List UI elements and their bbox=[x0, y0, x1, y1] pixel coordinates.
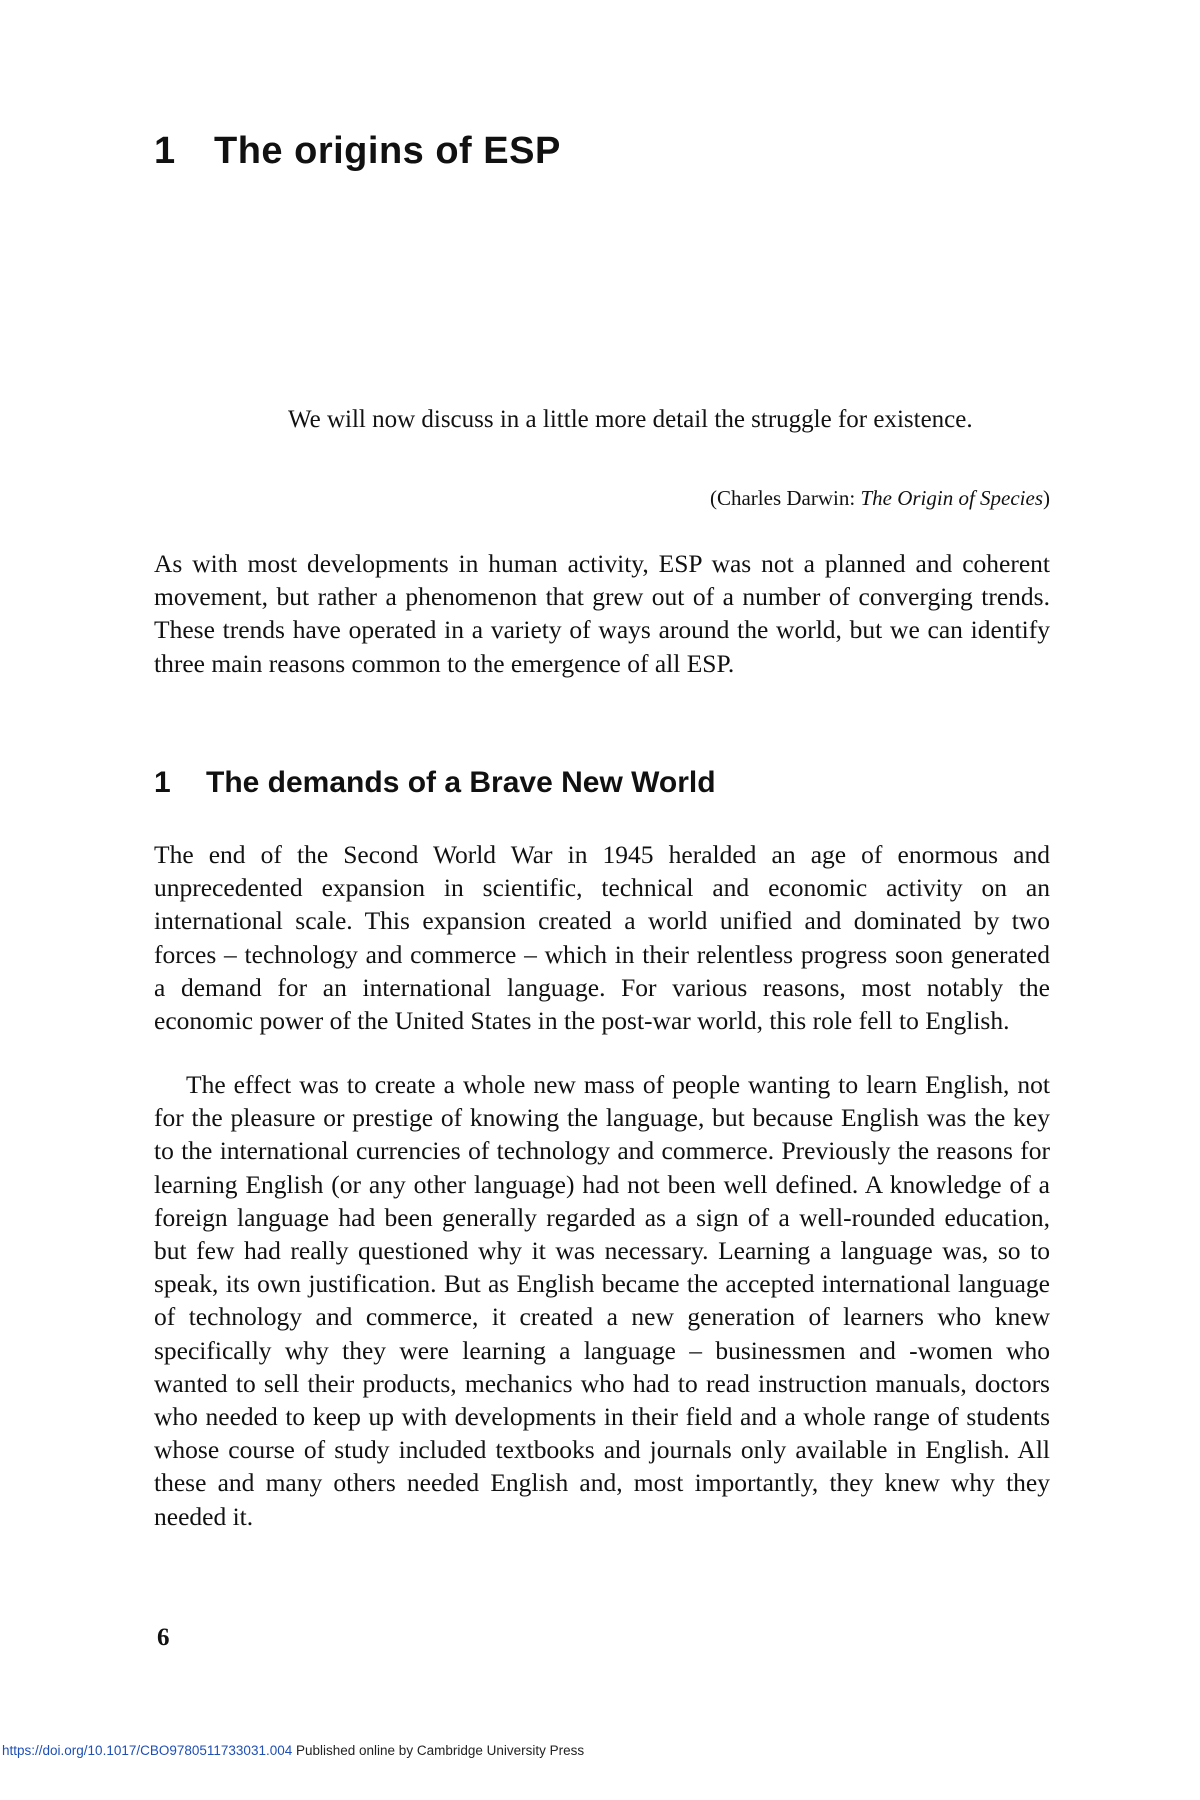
body-paragraph: The effect was to create a whole new mass of people wanting to learn English, not for the pleasure or prestige of knowing the language, but because English was the key to the international currencies of technology and commerce. Previously the reasons for learning English (or any other language) had not been well defined. A knowledge of a foreign language had been generally regarded as a sign of a well-rounded education, but few had really questioned why it was necessary. Learning a language was, so to speak, its own justification. But as English became the accepted international language of technology and commerce, it created a new generation of learners who knew specifically why they were learning a language – businessmen and -women who wanted to sell their products, mechanics who had to read instruction manuals, doctors who needed to keep up with developments in their field and a whole range of students whose course of study included textbooks and journals only available in English. All these and many others needed English and, most importantly, they knew why they needed it. bbox=[154, 1070, 1050, 1531]
epigraph-source-title: The Origin of Species bbox=[860, 486, 1043, 510]
epigraph-source bbox=[710, 486, 1050, 511]
page-number: 6 bbox=[157, 1624, 170, 1651]
body-paragraph: The end of the Second World War in 1945 heralded an age of enormous and unprecedented expansion in scientific, technical and economic activity on an international scale. This expansion created a world unified and dominated by two forces – technology and commerce – which in their relentless progress soon generated a demand for an international language. For various reasons, most notably the economic power of the United States in the post-war world, this role fell to English. bbox=[154, 840, 1050, 1036]
doi-link[interactable]: https://doi.org/10.1017/CBO9780511733031.004 bbox=[2, 1743, 293, 1758]
citation-footer bbox=[2, 1743, 584, 1758]
section-number: 1 bbox=[154, 766, 171, 799]
epigraph-source-author: (Charles Darwin: bbox=[709, 486, 861, 510]
chapter-title bbox=[154, 130, 561, 173]
intro-paragraph: As with most developments in human activity, ESP was not a planned and coherent movement, but rather a phenomenon that grew out of a number of converging trends. These trends have operated in a variety of ways around the world, but we can identify three main reasons common to the emergence of all ESP. bbox=[154, 549, 1050, 678]
publisher-note: Published online by Cambridge University Press bbox=[292, 1743, 585, 1758]
chapter-title-text: The origins of ESP bbox=[214, 130, 561, 172]
section-title-text: The demands of a Brave New World bbox=[206, 766, 716, 799]
section-heading bbox=[154, 766, 716, 800]
chapter-number: 1 bbox=[154, 130, 176, 172]
epigraph-source-close: ) bbox=[1043, 486, 1050, 510]
epigraph-quote: We will now discuss in a little more detail the struggle for existence. bbox=[288, 406, 973, 433]
